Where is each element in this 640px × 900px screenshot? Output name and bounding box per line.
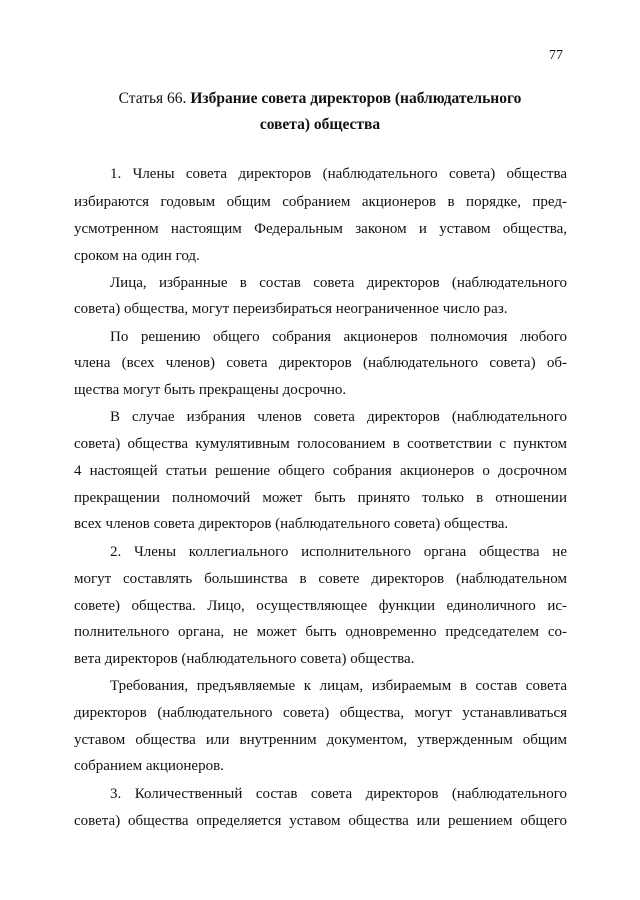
text-line: 1. Члены совета директоров (наблюдательного совета) общества — [110, 166, 567, 182]
text-line: совете) общества. Лицо, осуществляющее функции единоличного ис- — [74, 598, 567, 614]
article-title-line-2: совета) общества — [259, 116, 381, 133]
text-line: щества могут быть прекращены досрочно. — [74, 382, 347, 398]
article-number: Статья 66. — [118, 90, 187, 107]
text-line: могут составлять большинства в совете директоров (наблюдательном — [74, 571, 567, 587]
text-line: вета директоров (наблюдательного совета) общества. — [74, 651, 415, 667]
article-title-continuation — [0, 112, 640, 138]
text-line: Лица, избранные в состав совета директоров (наблюдательного — [110, 275, 567, 291]
text-line: В случае избрания членов совета директоров (наблюдательного — [110, 409, 567, 425]
text-line: совета) общества, могут переизбираться неограниченное число раз. — [74, 301, 508, 317]
text-line: собранием акционеров. — [74, 758, 224, 774]
text-line: прекращении полномочий может быть принято только в отношении — [74, 490, 567, 506]
text-line: всех членов совета директоров (наблюдательного совета) общества. — [74, 516, 509, 532]
text-line: члена (всех членов) совета директоров (наблюдательного совета) об- — [74, 355, 567, 371]
text-line: 3. Количественный состав совета директоров (наблюдательного — [110, 786, 567, 802]
text-line: 2. Члены коллегиального исполнительного органа общества не — [110, 544, 567, 560]
text-line: совета) общества кумулятивным голосованием в соответствии с пунктом — [74, 436, 567, 452]
text-line: сроком на один год. — [74, 248, 200, 264]
text-line: 4 настоящей статьи решение общего собрания акционеров о досрочном — [74, 463, 567, 479]
text-line: совета) общества определяется уставом общества или решением общего — [74, 813, 567, 829]
text-line: По решению общего собрания акционеров полномочия любого — [110, 329, 567, 345]
text-line: полнительного органа, не может быть одновременно председателем со- — [74, 624, 567, 640]
text-line: Требования, предъявляемые к лицам, избираемым в состав совета — [110, 678, 567, 694]
text-line: усмотренном настоящим Федеральным законом и уставом общества, — [74, 221, 567, 237]
text-line: избираются годовым общим собранием акционеров в порядке, пред- — [74, 194, 567, 210]
page-number: 77 — [549, 48, 563, 63]
article-title-line-1: Избрание совета директоров (наблюдательного — [190, 90, 522, 107]
text-line: уставом общества или внутренним документом, утвержденным общим — [74, 732, 567, 748]
article-heading — [0, 86, 640, 112]
text-line: директоров (наблюдательного совета) общества, могут устанавливаться — [74, 705, 567, 721]
